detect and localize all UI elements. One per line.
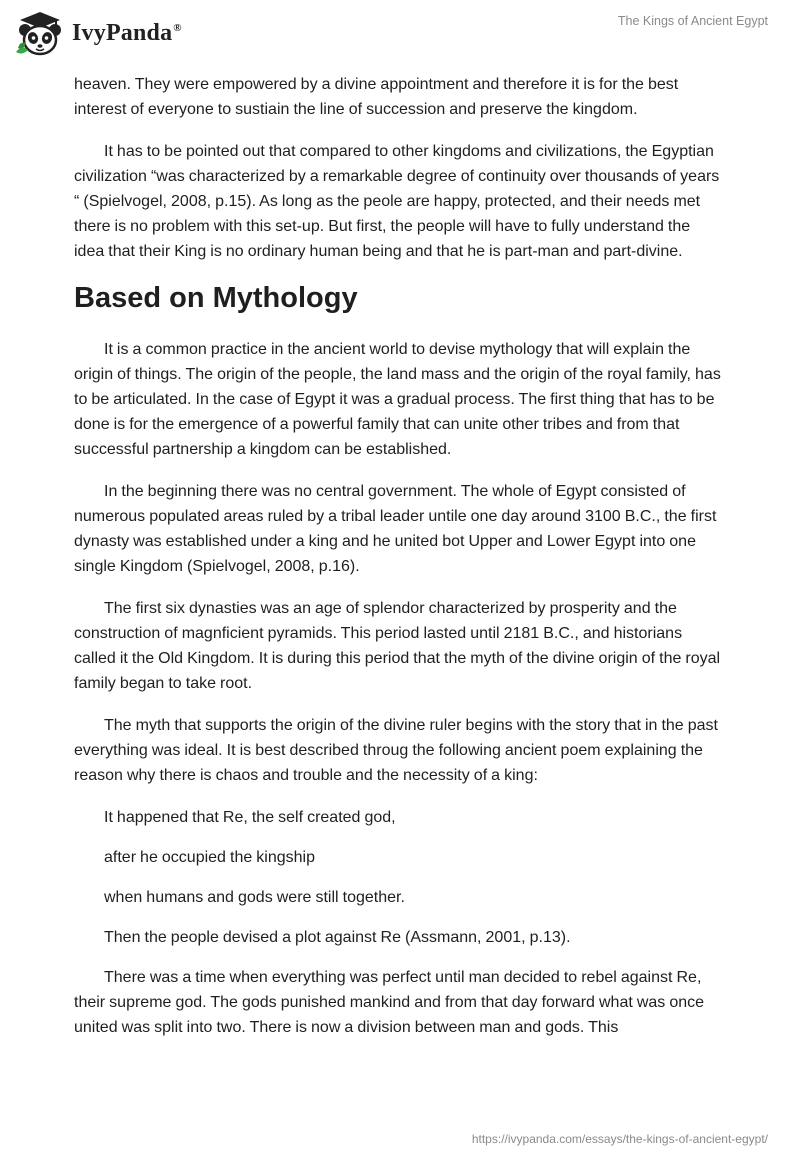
brand-name: IvyPanda®	[72, 19, 182, 46]
paragraph: The myth that supports the origin of the divine ruler begins with the story that in the past everything was ideal. It is best described throug the following ancient poem explaining the reason why there is chaos and trouble and the necessity of a king:	[74, 717, 718, 784]
page-header	[0, 0, 800, 70]
panda-logo-icon	[14, 8, 66, 58]
trademark-symbol: ®	[173, 21, 182, 34]
poem-line: when humans and gods were still together.	[104, 889, 405, 906]
document-title: The Kings of Ancient Egypt	[617, 14, 768, 28]
source-url[interactable]: https://ivypanda.com/essays/the-kings-of-ancient-egypt/	[471, 1132, 768, 1146]
paragraph: heaven. They were empowered by a divine appointment and therefore it is for the best interest of everyone to sustiain the line of succession and preserve the kingdom.	[74, 76, 679, 118]
paragraph: It has to be pointed out that compared to other kingdoms and civilizations, the Egyptian civilization “was characterized by a remarkable degree of continuity over thousands of years “ (Spielvogel, 2008, p.15). As long as the peole are happy, protected, and their needs met there is no problem with this set-up. But first, the people will have to fully understand the idea that their King is no ordinary human being and that he is part-man and part-divine.	[74, 143, 720, 260]
paragraph: It is a common practice in the ancient world to devise mythology that will explain the origin of things. The origin of the people, the land mass and the origin of the royal family, has to be articulated. In the case of Egypt it was a gradual process. The first thing that has to be done is for the emergence of a powerful family that can unite other tribes and from that successful partnership a kingdom can be established.	[74, 341, 721, 458]
logo[interactable]	[14, 8, 182, 58]
paragraph: In the beginning there was no central government. The whole of Egypt consisted of numerous populated areas ruled by a tribal leader untile one day around 3100 B.C., the first dynasty was established under a king and he united bot Upper and Lower Egypt into one single Kingdom (Spielvogel, 2008, p.16).	[74, 483, 717, 575]
poem-line: after he occupied the kingship	[104, 849, 315, 866]
poem-line: It happened that Re, the self created god,	[104, 809, 396, 826]
paragraph: The first six dynasties was an age of splendor characterized by prosperity and the construction of magnficient pyramids. This period lasted until 2181 B.C., and historians called it the Old Kingdom. It is during this period that the myth of the divine origin of the royal family began to take root.	[74, 600, 721, 692]
poem-line: Then the people devised a plot against Re (Assmann, 2001, p.13).	[104, 929, 571, 946]
section-heading: Based on Mythology	[74, 282, 358, 314]
paragraph: There was a time when everything was perfect until man decided to rebel against Re, their supreme god. The gods punished mankind and from that day forward what was once united was split into two. There is now a division between man and gods. This	[74, 969, 705, 1036]
essay-body	[74, 72, 724, 1057]
